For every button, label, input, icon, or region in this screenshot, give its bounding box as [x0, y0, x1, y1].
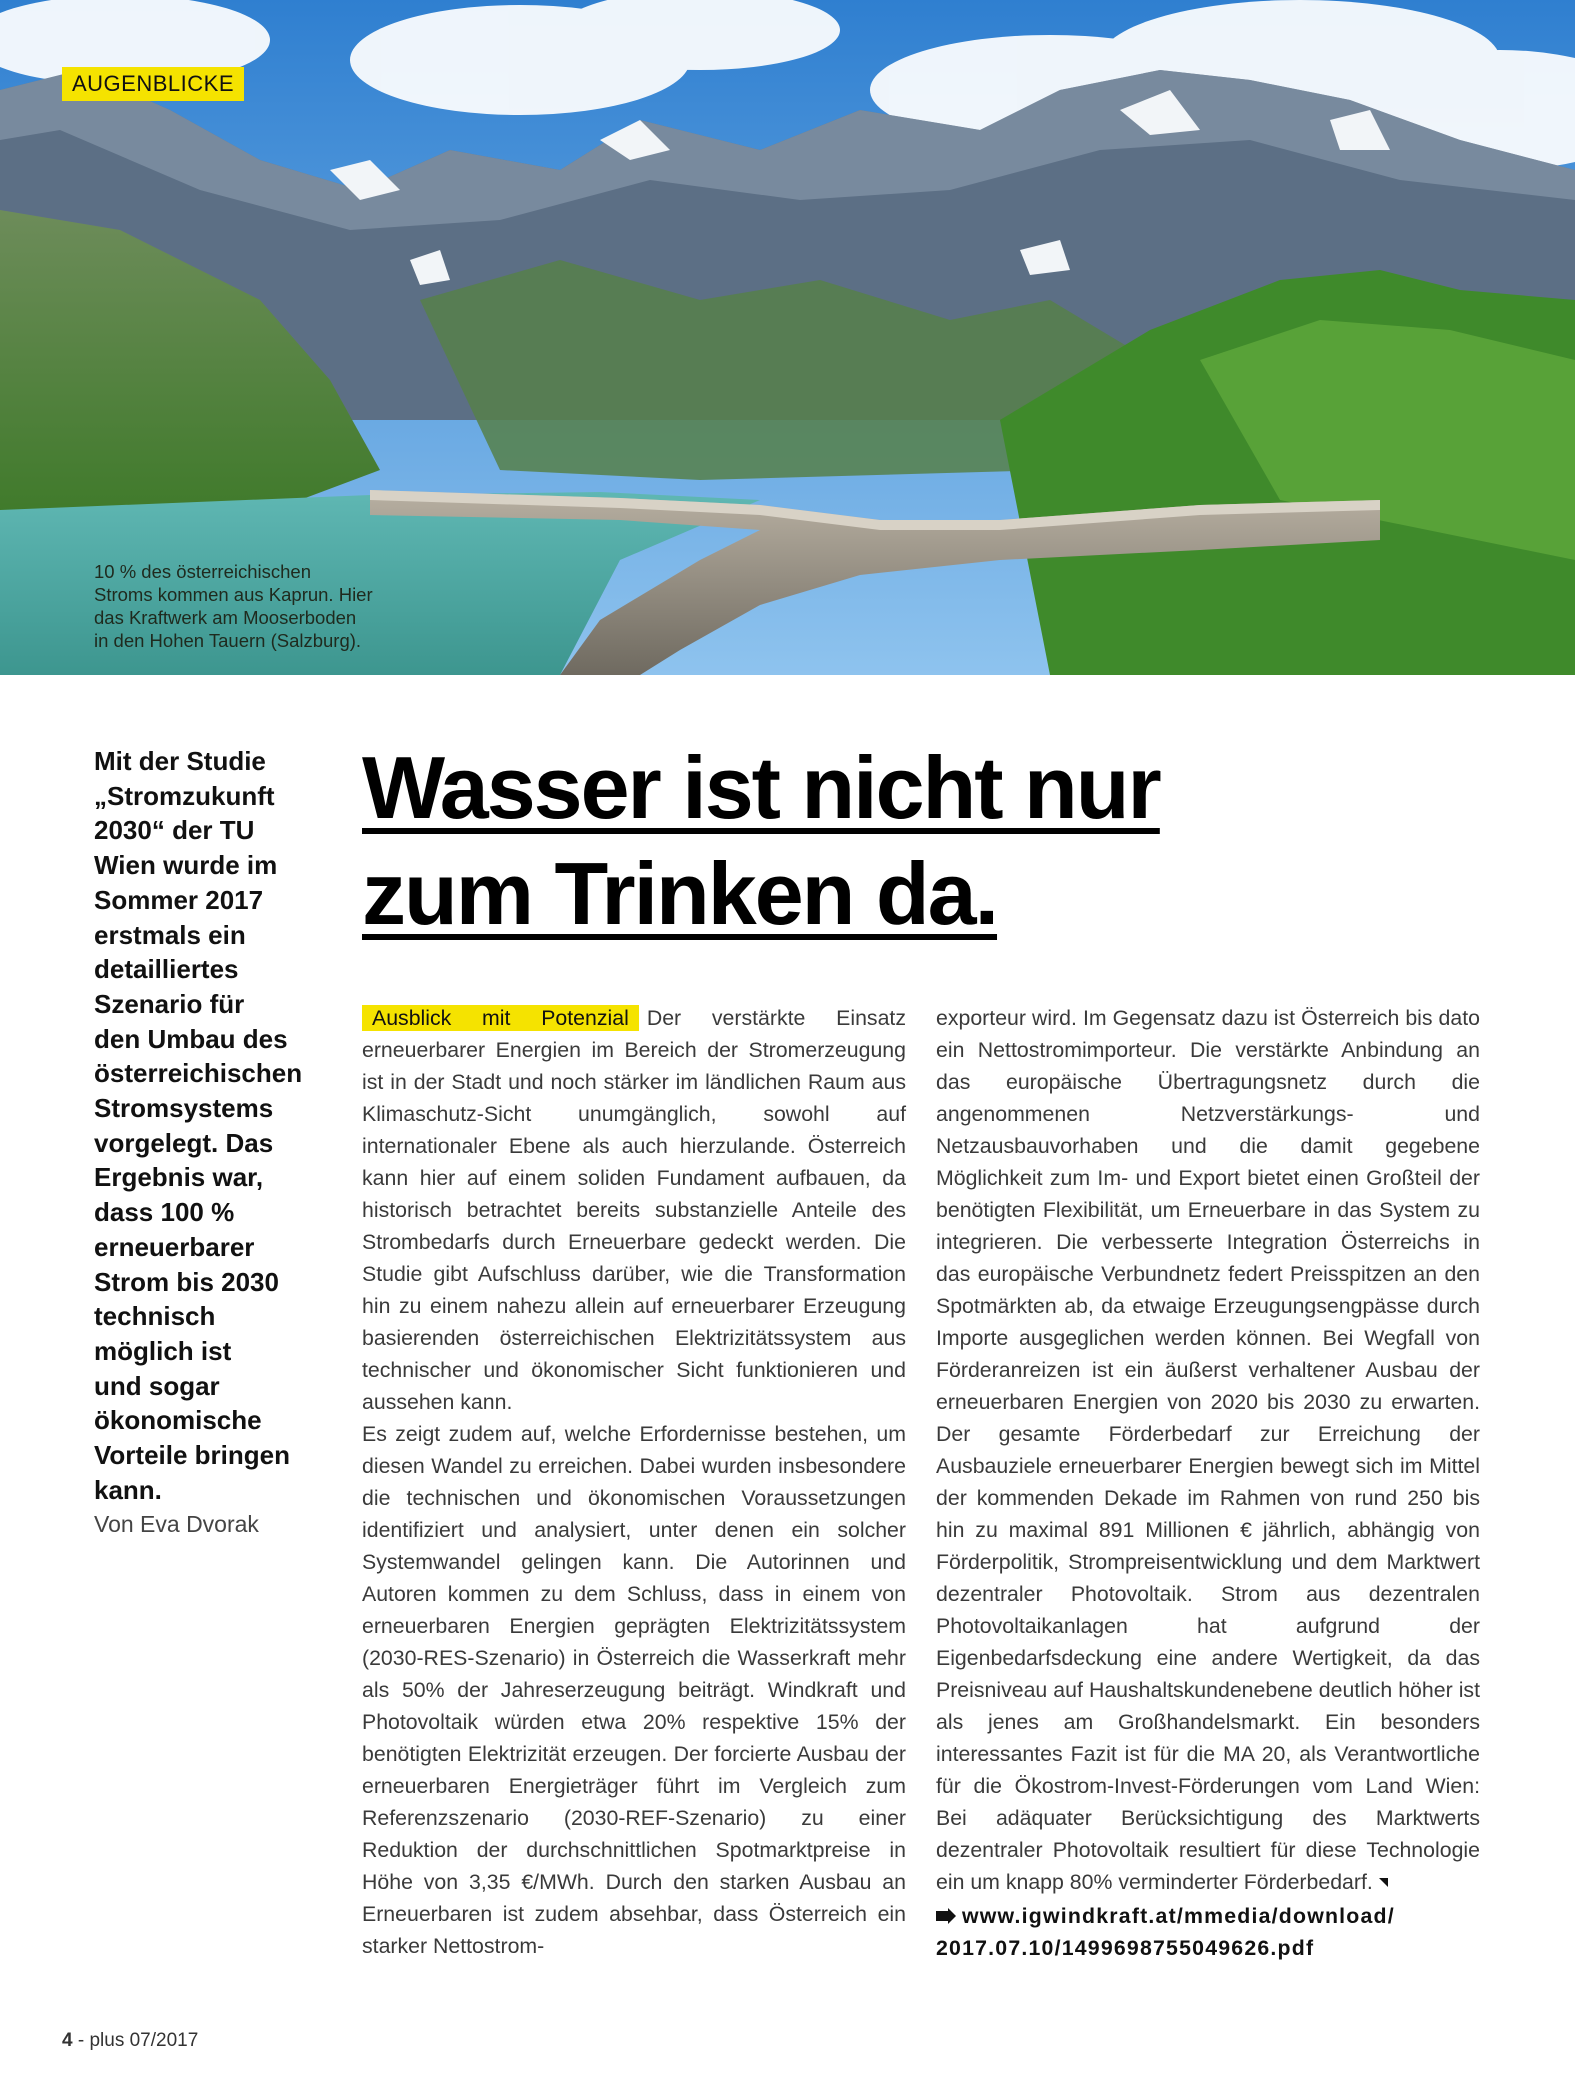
- lead-line: detailliertes: [94, 954, 239, 985]
- lead-line: den Umbau des: [94, 1023, 288, 1054]
- lead-line: technisch: [94, 1301, 216, 1332]
- intro-lead: [94, 744, 334, 1507]
- paragraph-text: Der verstärkte Einsatz erneuerbarer Energien im Bereich der Stromerzeugung ist in der Stadt und noch stärker im ländlichen Raum aus Klimaschutz-Sicht unumgänglich, sowohl auf internationaler Ebene als auch hierzulande. Österreich kann hier auf einem soliden Fundament aufbauen, da historisch betrachtet bereits substanzielle Anteile des Strombedarfs durch Erneuerbare gedeckt werden. Die Studie gibt Aufschluss darüber, wie die Transformation hin zu einem nahezu allein auf erneuerbarer Erzeugung basierenden österreichischen Elektrizitätssystem aus technischer und ökonomischer Sicht funktionieren und aussehen kann.: [362, 1006, 906, 1414]
- lead-line: Mit der Studie: [94, 746, 266, 776]
- link-line-1[interactable]: [936, 1900, 1480, 1932]
- photo-caption: [94, 560, 424, 652]
- link-text-2[interactable]: 2017.07.10/1499698755049626.pdf: [936, 1936, 1315, 1960]
- lead-line: österreichischen: [94, 1058, 303, 1089]
- lead-line: „Stromzukunft: [94, 780, 275, 811]
- page-number: 4: [62, 2030, 73, 2051]
- paragraph-text: exporteur wird. Im Gegensatz dazu ist Österreich bis dato ein Nettostromimporteur. Die verstärkte Anbindung an das europäische Übertragungsnetz durch die angenommenen Netzverstärkungs- und Netzausbauvorhaben und die damit gegebene Möglichkeit zum Im- und Export bietet einen Großteil der benötigten Flexibilität, um Erneuerbare in das System zu integrieren. Die verbesserte Integration Österreichs in das europäische Verbundnetz federt Preisspitzen an den Spotmärkten ab, da etwaige Erzeugungsengpässe durch Importe ausgeglichen werden können. Bei Wegfall von Förderanreizen ist ein äußerst verhaltener Ausbau der erneuerbaren Energien von 2020 bis 2030 zu erwarten. Der gesamte Förderbedarf zur Erreichung der Ausbauziele erneuerbarer Energien bewegt sich im Mittel der kommenden Dekade im Rahmen von rund 250 bis hin zu maximal 891 Millionen € jährlich, abhängig von Förderpolitik, Strompreisentwicklung und dem Marktwert dezentraler Photovoltaik. Strom aus dezentralen Photovoltaikanlagen hat aufgrund der Eigenbedarfsdeckung eine andere Wertigkeit, da das Preisniveau auf Haushaltskundenebene deutlich höher ist als jenes am Großhandelsmarkt. Ein besonders interessantes Fazit ist für die MA 20, als Verantwortliche für die Ökostrom-Invest-Förderungen vom Land Wien: Bei adäquater Berücksichtigung des Marktwerts dezentraler Photovoltaik resultiert für diese Technologie ein um knapp 80% verminderter Förderbedarf.: [936, 1006, 1480, 1894]
- headline-line-1: Wasser ist nicht nur: [362, 738, 1160, 837]
- lead-line: Szenario für: [94, 988, 245, 1019]
- headline-line-2: zum Trinken da.: [362, 844, 998, 943]
- source-link[interactable]: [936, 1900, 1480, 1964]
- lead-line: Strom bis 2030: [94, 1266, 279, 1297]
- lead-line: ökonomische: [94, 1405, 262, 1436]
- page-folio: [62, 2030, 198, 2052]
- lead-line: möglich ist: [94, 1335, 232, 1366]
- article-column-right: [936, 1002, 1480, 1964]
- section-tag: AUGENBLICKE: [62, 67, 244, 101]
- caption-line: das Kraftwerk am Mooserboden: [94, 607, 357, 628]
- lead-line: Sommer 2017: [94, 884, 264, 915]
- kicker-label: Ausblick mit Potenzial: [362, 1005, 639, 1031]
- arrow-right-icon: [936, 1911, 948, 1921]
- lead-line: Vorteile bringen: [94, 1440, 290, 1471]
- caption-line: in den Hohen Tauern (Salzburg).: [94, 630, 362, 651]
- link-text-1[interactable]: www.igwindkraft.at/mmedia/download/: [962, 1904, 1395, 1928]
- caption-line: Stroms kommen aus Kaprun. Hier: [94, 584, 373, 605]
- lead-line: 2030“ der TU: [94, 815, 255, 846]
- paragraph: [936, 1002, 1480, 1898]
- lead-line: vorgelegt. Das: [94, 1127, 274, 1158]
- caption-line: 10 % des österreichischen: [94, 561, 311, 582]
- lead-line: kann.: [94, 1474, 162, 1505]
- end-mark-icon: [1379, 1878, 1388, 1887]
- lead-line: erneuerbarer: [94, 1231, 255, 1262]
- author-byline: Von Eva Dvorak: [94, 1511, 259, 1538]
- lead-line: dass 100 %: [94, 1197, 235, 1228]
- article-column-left: [362, 1002, 906, 1962]
- paragraph: Es zeigt zudem auf, welche Erfordernisse bestehen, um diesen Wandel zu erreichen. Dabei wurden insbesondere die technischen und ökonomischen Voraussetzungen identifiziert und analysiert, unter denen ein solcher Systemwandel gelingen kann. Die Autorinnen und Autoren kommen zu dem Schluss, dass in einem von erneuerbaren Energien geprägten Elektrizitätssystem (2030-RES-Szenario) in Österreich die Wasserkraft mehr als 50% der Jahreserzeugung beiträgt. Windkraft und Photovoltaik würden etwa 20% respektive 15% der benötigten Elektrizität erzeugen. Der forcierte Ausbau der erneuerbaren Energieträger führt im Vergleich zum Referenzszenario (2030-REF-Szenario) zu einer Reduktion der durchschnittlichen Spotmarktpreise in Höhe von 3,35 €/MWh. Durch den starken Ausbau an Erneuerbaren ist zudem absehbar, dass Österreich ein starker Nettostrom-: [362, 1422, 906, 1958]
- issue-label: - plus 07/2017: [77, 2030, 199, 2051]
- lead-line: Stromsystems: [94, 1093, 274, 1124]
- paragraph: [362, 1002, 906, 1418]
- lead-line: erstmals ein: [94, 919, 246, 950]
- headline: [362, 735, 1160, 947]
- lead-line: Ergebnis war,: [94, 1162, 264, 1193]
- lead-line: und sogar: [94, 1370, 220, 1401]
- intro-sidebar: [94, 744, 334, 1538]
- lead-line: Wien wurde im: [94, 850, 278, 881]
